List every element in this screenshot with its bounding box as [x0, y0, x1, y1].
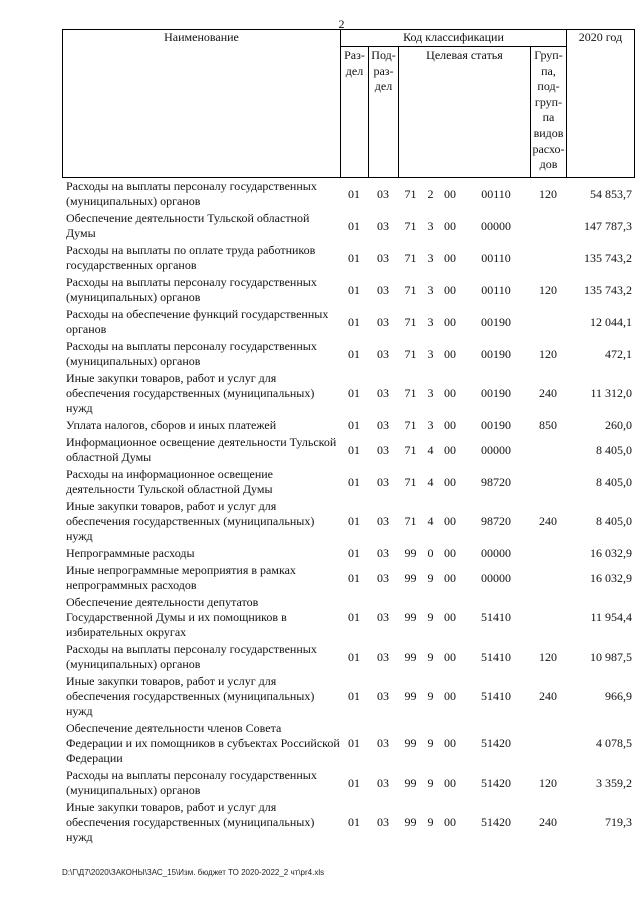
table-row: [62, 274, 634, 306]
row-c3: 00: [444, 442, 456, 457]
row-c3: 00: [444, 474, 456, 489]
row-c2: 4: [427, 514, 434, 528]
row-c1: 99: [404, 815, 417, 829]
header-group: Груп- па, под- груп- па видов расхо- дов: [531, 47, 567, 178]
row-rz: 01: [348, 775, 360, 790]
row-name: Иные непрограммные мероприятия в рамках непрограммных расходов: [66, 563, 296, 592]
row-vr: [530, 562, 566, 594]
row-rz: 01: [348, 346, 360, 361]
row-name: Расходы на информационное освещение деятельности Тульской областной Думы: [66, 467, 273, 496]
row-rz: 01: [348, 186, 360, 201]
row-c2: 9: [427, 736, 434, 750]
row-rz: 01: [348, 282, 360, 297]
row-c3: 00: [444, 775, 456, 790]
row-c1: 71: [404, 474, 417, 489]
row-c4: 51410: [481, 649, 511, 664]
row-amount: 147 787,3: [584, 218, 632, 233]
row-amount: 12 044,1: [590, 314, 632, 329]
row-name: Непрограммные расходы: [66, 546, 195, 560]
row-rz: 01: [348, 474, 360, 489]
row-c1: 99: [404, 546, 417, 560]
row-amount: 260,0: [605, 418, 632, 432]
table-row: [62, 498, 634, 545]
table-row: [62, 799, 634, 846]
row-rz: 01: [348, 610, 360, 624]
header-name: Наименование: [63, 30, 341, 178]
row-pr: 03: [377, 442, 389, 457]
row-vr: [530, 306, 566, 338]
row-pr: 03: [377, 250, 389, 265]
row-rz: 01: [348, 689, 360, 703]
row-name: Обеспечение деятельности Тульской областной Думы: [66, 211, 310, 240]
row-pr: 03: [377, 346, 389, 361]
table-row: [62, 720, 634, 767]
row-c4: 00190: [481, 346, 511, 361]
row-vr: 240: [539, 689, 557, 703]
row-c4: 00190: [481, 418, 511, 432]
row-rz: 01: [348, 250, 360, 265]
row-rz: 01: [348, 815, 360, 829]
row-c2: 9: [427, 649, 434, 664]
row-pr: 03: [377, 314, 389, 329]
row-c2: 3: [427, 418, 434, 432]
row-vr: 240: [539, 815, 557, 829]
row-name: Уплата налогов, сборов и иных платежей: [66, 418, 277, 432]
row-pr: 03: [377, 570, 389, 585]
row-amount: 11 954,4: [590, 610, 632, 624]
row-amount: 10 987,5: [590, 649, 632, 664]
row-vr: 120: [539, 346, 557, 361]
row-c2: 9: [427, 689, 434, 703]
row-amount: 16 032,9: [590, 570, 632, 585]
row-amount: 4 078,5: [596, 736, 632, 750]
row-name: Расходы на выплаты персоналу государственных (муниципальных) органов: [66, 642, 317, 671]
row-c4: 51420: [481, 775, 511, 790]
row-c1: 71: [404, 514, 417, 528]
row-c3: 00: [444, 649, 456, 664]
row-vr: [530, 720, 566, 767]
row-c1: 71: [404, 314, 417, 329]
row-c1: 71: [404, 386, 417, 400]
row-c4: 51410: [481, 689, 511, 703]
row-c1: 99: [404, 610, 417, 624]
row-pr: 03: [377, 815, 389, 829]
row-c4: 51420: [481, 736, 511, 750]
row-rz: 01: [348, 649, 360, 664]
row-vr: [530, 466, 566, 498]
row-c1: 71: [404, 218, 417, 233]
row-c1: 71: [404, 346, 417, 361]
row-c3: 00: [444, 546, 456, 560]
row-rz: 01: [348, 736, 360, 750]
table-row: [62, 338, 634, 370]
row-c4: 00000: [481, 442, 511, 457]
row-c2: 3: [427, 218, 434, 233]
table-row: [62, 242, 634, 274]
row-vr: [530, 210, 566, 242]
row-amount: 8 405,0: [596, 474, 632, 489]
row-c2: 9: [427, 815, 434, 829]
row-vr: 850: [539, 418, 557, 432]
row-pr: 03: [377, 418, 389, 432]
row-amount: 135 743,2: [584, 250, 632, 265]
header-year: 2020 год: [567, 30, 635, 178]
row-c4: 51410: [481, 610, 511, 624]
row-name: Обеспечение деятельности членов Совета Федерации и их помощников в субъектах Российской Федерации: [66, 721, 340, 765]
row-c4: 98720: [481, 514, 511, 528]
row-c4: 00110: [481, 186, 511, 201]
table-row: [62, 306, 634, 338]
row-c1: 99: [404, 649, 417, 664]
row-pr: 03: [377, 186, 389, 201]
row-pr: 03: [377, 736, 389, 750]
row-c3: 00: [444, 815, 456, 829]
row-pr: 03: [377, 474, 389, 489]
row-c2: 9: [427, 570, 434, 585]
row-c1: 99: [404, 736, 417, 750]
row-c4: 51420: [481, 815, 511, 829]
row-c2: 3: [427, 250, 434, 265]
row-rz: 01: [348, 570, 360, 585]
row-name: Обеспечение деятельности депутатов Государственной Думы и их помощников в избирательных округах: [66, 595, 287, 639]
table-row: [62, 673, 634, 720]
row-c2: 3: [427, 314, 434, 329]
row-rz: 01: [348, 442, 360, 457]
row-c1: 99: [404, 570, 417, 585]
row-name: Расходы на выплаты по оплате труда работников государственных органов: [66, 243, 316, 272]
row-c2: 0: [427, 546, 434, 560]
row-pr: 03: [377, 689, 389, 703]
row-name: Расходы на обеспечение функций государственных органов: [66, 307, 329, 336]
row-rz: 01: [348, 386, 360, 400]
file-path: D:\Г\Д7\2020\ЗАКОНЫ\ЗАС_15\Изм. бюджет ТО 2020-2022_2 чт\pr4.xls: [62, 868, 325, 877]
row-c2: 4: [427, 442, 434, 457]
row-amount: 54 853,7: [590, 186, 632, 201]
row-c1: 71: [404, 282, 417, 297]
row-vr: 240: [539, 514, 557, 528]
row-amount: 719,3: [605, 815, 632, 829]
table-row: [62, 466, 634, 498]
row-pr: 03: [377, 546, 389, 560]
table-row: [62, 417, 634, 434]
row-vr: 120: [539, 282, 557, 297]
row-c3: 00: [444, 386, 456, 400]
row-amount: 8 405,0: [596, 514, 632, 528]
row-c2: 3: [427, 282, 434, 297]
header-podrazdel: Под- раз- дел: [369, 47, 399, 178]
row-c1: 99: [404, 775, 417, 790]
row-c4: 00190: [481, 386, 511, 400]
row-c3: 00: [444, 186, 456, 201]
row-name: Расходы на выплаты персоналу государственных (муниципальных) органов: [66, 768, 317, 797]
row-c3: 00: [444, 610, 456, 624]
row-c1: 71: [404, 418, 417, 432]
row-amount: 8 405,0: [596, 442, 632, 457]
row-vr: [530, 434, 566, 466]
row-c3: 00: [444, 514, 456, 528]
row-name: Иные закупки товаров, работ и услуг для обеспечения государственных (муниципальных) нужд: [66, 371, 315, 415]
row-c4: 00110: [481, 282, 511, 297]
row-c1: 71: [404, 442, 417, 457]
table-row: [62, 178, 634, 210]
row-amount: 16 032,9: [590, 546, 632, 560]
row-rz: 01: [348, 514, 360, 528]
row-name: Информационное освещение деятельности Тульской областной Думы: [66, 435, 337, 464]
row-vr: [530, 594, 566, 641]
row-c4: 00190: [481, 314, 511, 329]
row-pr: 03: [377, 610, 389, 624]
row-amount: 135 743,2: [584, 282, 632, 297]
row-name: Иные закупки товаров, работ и услуг для обеспечения государственных (муниципальных) нужд: [66, 800, 315, 844]
row-vr: 120: [539, 186, 557, 201]
row-c4: 00000: [481, 218, 511, 233]
row-c1: 71: [404, 250, 417, 265]
row-rz: 01: [348, 418, 360, 432]
table-header: [62, 29, 635, 178]
table-row: [62, 562, 634, 594]
row-c3: 00: [444, 250, 456, 265]
row-c2: 2: [427, 186, 434, 201]
row-pr: 03: [377, 514, 389, 528]
table-row: [62, 545, 634, 562]
row-rz: 01: [348, 314, 360, 329]
row-c2: 9: [427, 775, 434, 790]
table-row: [62, 434, 634, 466]
row-pr: 03: [377, 775, 389, 790]
row-rz: 01: [348, 218, 360, 233]
row-pr: 03: [377, 386, 389, 400]
row-name: Расходы на выплаты персоналу государственных (муниципальных) органов: [66, 339, 317, 368]
table-row: [62, 210, 634, 242]
row-c3: 00: [444, 736, 456, 750]
row-c3: 00: [444, 346, 456, 361]
row-c3: 00: [444, 314, 456, 329]
row-pr: 03: [377, 282, 389, 297]
page-number: 2: [338, 17, 345, 31]
row-c3: 00: [444, 418, 456, 432]
row-c4: 00000: [481, 570, 511, 585]
row-vr: [530, 242, 566, 274]
table-row: [62, 767, 634, 799]
row-vr: 120: [539, 775, 557, 790]
table-row: [62, 370, 634, 417]
row-vr: [530, 545, 566, 562]
row-c3: 00: [444, 218, 456, 233]
row-vr: 240: [539, 386, 557, 400]
row-name: Иные закупки товаров, работ и услуг для обеспечения государственных (муниципальных) нужд: [66, 674, 315, 718]
row-c2: 4: [427, 474, 434, 489]
row-c4: 00000: [481, 546, 511, 560]
row-pr: 03: [377, 649, 389, 664]
row-name: Расходы на выплаты персоналу государственных (муниципальных) органов: [66, 179, 317, 208]
row-c4: 98720: [481, 474, 511, 489]
row-pr: 03: [377, 218, 389, 233]
row-rz: 01: [348, 546, 360, 560]
row-c2: 3: [427, 346, 434, 361]
row-c2: 3: [427, 386, 434, 400]
row-c4: 00110: [481, 250, 511, 265]
table-row: [62, 641, 634, 673]
header-razdel: Раз- дел: [341, 47, 369, 178]
row-c1: 99: [404, 689, 417, 703]
budget-table: [62, 178, 634, 846]
row-c2: 9: [427, 610, 434, 624]
row-vr: 120: [539, 649, 557, 664]
row-name: Расходы на выплаты персоналу государственных (муниципальных) органов: [66, 275, 317, 304]
row-amount: 472,1: [605, 346, 632, 361]
row-name: Иные закупки товаров, работ и услуг для обеспечения государственных (муниципальных) нужд: [66, 499, 315, 543]
header-code-group: Код классификации: [341, 30, 567, 47]
row-amount: 11 312,0: [590, 386, 632, 400]
row-amount: 966,9: [605, 689, 632, 703]
row-c3: 00: [444, 282, 456, 297]
row-c3: 00: [444, 689, 456, 703]
row-amount: 3 359,2: [596, 775, 632, 790]
table-row: [62, 594, 634, 641]
header-target: Целевая статья: [399, 47, 531, 178]
row-c3: 00: [444, 570, 456, 585]
row-c1: 71: [404, 186, 417, 201]
